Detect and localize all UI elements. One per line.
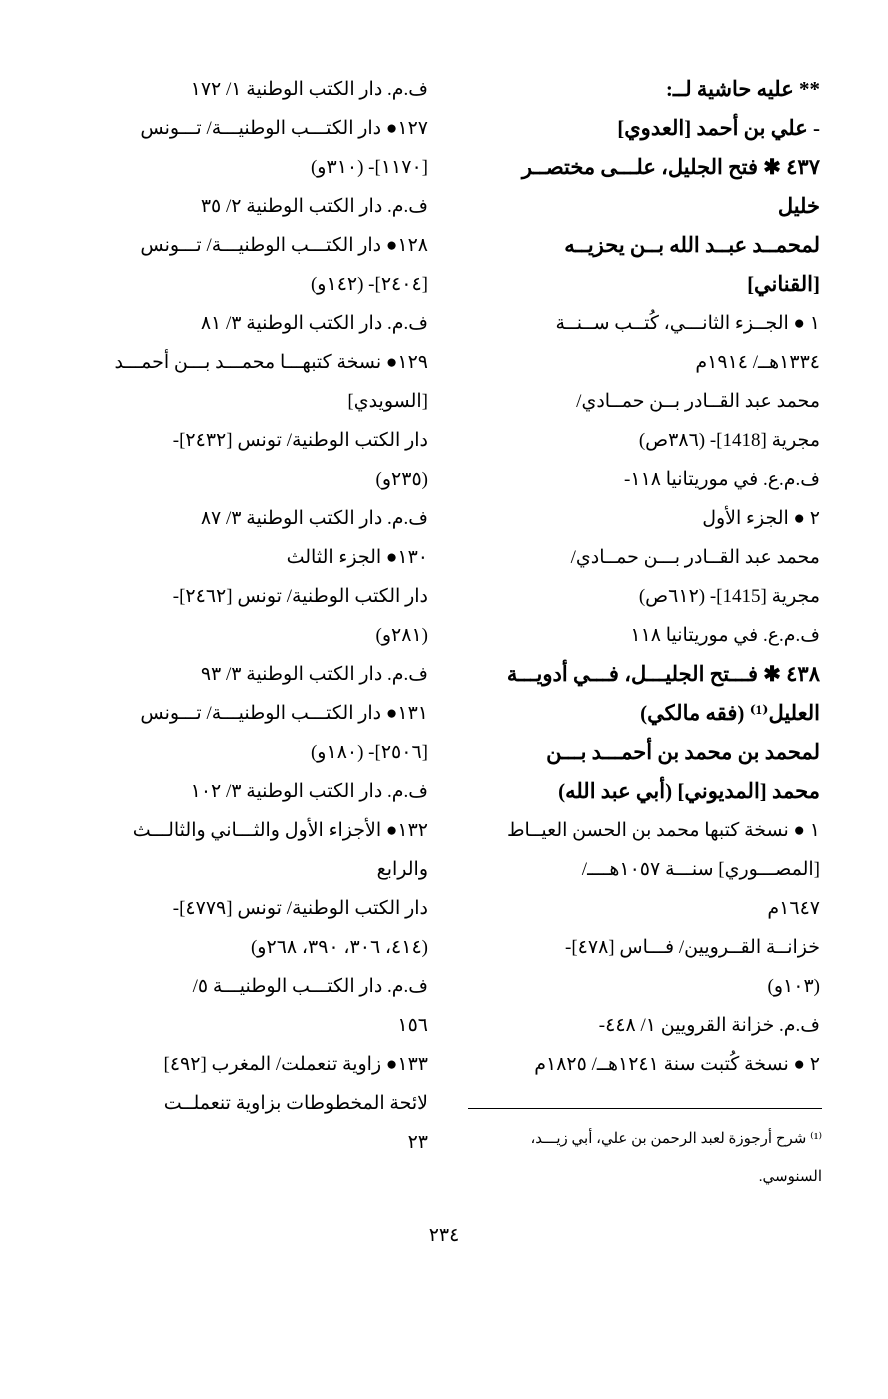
text-line: - علي بن أحمد [العدوي] — [617, 116, 820, 140]
text-line: لمحمد بن محمد بن أحمـــد بـــن — [546, 740, 820, 764]
text-line: ١٢٩● نسخة كتبهـــا محمـــد بـــن أحمـــد — [114, 352, 428, 373]
text-line: ف.م.ع. في موريتانيا ١١٨ — [630, 625, 820, 646]
text-line: ١ ● الجــزء الثانـــي، كُتــب ســنــة — [555, 313, 820, 334]
right-column — [468, 70, 820, 1084]
text-line: (٢٣٥و) — [375, 469, 428, 490]
text-line: والرابع — [376, 859, 428, 880]
text-line: دار الكتب الوطنية/ تونس [٤٧٧٩]- — [172, 898, 428, 919]
text-line: ١٣١● دار الكتـــب الوطنيـــة/ تـــونس — [140, 703, 428, 724]
text-line: دار الكتب الوطنية/ تونس [٢٤٣٢]- — [172, 430, 428, 451]
text-line: العليل⁽¹⁾ (فقه مالكي) — [640, 701, 820, 725]
text-line: (٢٨١و) — [375, 625, 428, 646]
text-line: ١٦٤٧م — [767, 898, 820, 919]
text-line: [٢٥٠٦]- (١٨٠و) — [310, 742, 428, 763]
text-line: ٤٣٧ ✱ فتح الجليل، علـــى مختصــر — [521, 155, 820, 179]
text-line: ١٣٣٤هــ/ ١٩١٤م — [695, 352, 820, 373]
page-number: ٢٣٤ — [428, 1225, 460, 1246]
text-line: ف.م. دار الكتب الوطنية ١/ ١٧٢ — [190, 79, 428, 100]
text-line: ف.م. دار الكتب الوطنية ٢/ ٣٥ — [200, 196, 428, 217]
text-line: دار الكتب الوطنية/ تونس [٢٤٦٢]- — [172, 586, 428, 607]
footnote-line: ⁽¹⁾ شرح أرجوزة لعبد الرحمن بن علي، أبي زيـــد، — [530, 1131, 822, 1147]
text-line: ١٣٣● زاوية تنعملت/ المغرب [٤٩٢] — [163, 1054, 428, 1075]
text-line: ٢ ● نسخة كُتبت سنة ١٢٤١هــ/ ١٨٢٥م — [534, 1054, 820, 1075]
text-line: مجرية [1418]- (٣٨٦ص) — [638, 430, 820, 451]
text-line: لمحمــد عبــد الله بــن يحزيــه — [564, 233, 820, 257]
text-line: محمد عبد القــادر بــن حمــادي/ — [576, 391, 820, 412]
text-line: [المصـــوري] سنـــة ١٠٥٧هــــ/ — [581, 859, 820, 880]
text-line: ٢ ● الجزء الأول — [702, 508, 820, 529]
text-line: ف.م. دار الكتب الوطنية ٣/ ٨١ — [200, 313, 428, 334]
text-line: مجرية [1415]- (٦١٢ص) — [638, 586, 820, 607]
text-line: ٢٣ — [407, 1132, 428, 1153]
text-line: لائحة المخطوطات بزاوية تنعملــت — [163, 1093, 428, 1114]
text-line: ف.م. دار الكتب الوطنية ٣/ ٨٧ — [200, 508, 428, 529]
text-line: [١١٧٠]- (٣١٠و) — [310, 157, 428, 178]
text-line: ف.م. خزانة القرويين ١/ ٤٤٨- — [598, 1015, 820, 1036]
text-line: ١٣٢● الأجزاء الأول والثـــاني والثالـــث — [132, 820, 428, 841]
text-line: [السويدي] — [347, 391, 428, 412]
text-line: [٢٤٠٤]- (١٤٢و) — [310, 274, 428, 295]
text-line: ف.م.ع. في موريتانيا ١١٨- — [624, 469, 820, 490]
text-line: (٤١٤، ٣٠٦، ٣٩٠، ٢٦٨و) — [250, 937, 428, 958]
text-line: محمد [المديوني] (أبي عبد الله) — [558, 779, 820, 803]
text-line: (١٠٣و) — [767, 976, 820, 997]
text-line: ١ ● نسخة كتبها محمد بن الحسن العيــاط — [506, 820, 820, 841]
text-line: ١٣٠● الجزء الثالث — [286, 547, 428, 568]
text-line: ١٢٨● دار الكتـــب الوطنيـــة/ تـــونس — [140, 235, 428, 256]
text-line: ف.م. دار الكتب الوطنية ٣/ ١٠٢ — [190, 781, 428, 802]
text-line: ١٥٦ — [397, 1015, 428, 1036]
footnote — [468, 1120, 822, 1196]
text-line: [القناني] — [747, 272, 820, 296]
footnote-line: السنوسي. — [758, 1169, 822, 1185]
text-line: محمد عبد القــادر بـــن حمــادي/ — [570, 547, 820, 568]
text-line: ١٢٧● دار الكتـــب الوطنيـــة/ تـــونس — [140, 118, 428, 139]
text-line: ف.م. دار الكتـــب الوطنيـــة ٥/ — [192, 976, 428, 997]
text-line: ** عليه حاشية لــ: — [665, 77, 820, 101]
text-line: خليل — [777, 194, 820, 218]
footnote-separator — [468, 1108, 822, 1109]
left-column — [60, 70, 428, 1162]
text-line: ف.م. دار الكتب الوطنية ٣/ ٩٣ — [200, 664, 428, 685]
text-line: ٤٣٨ ✱ فـــتح الجليـــل، فـــي أدويـــة — [506, 662, 820, 686]
text-line: خزانــة القــرويين/ فـــاس [٤٧٨]- — [565, 937, 820, 958]
